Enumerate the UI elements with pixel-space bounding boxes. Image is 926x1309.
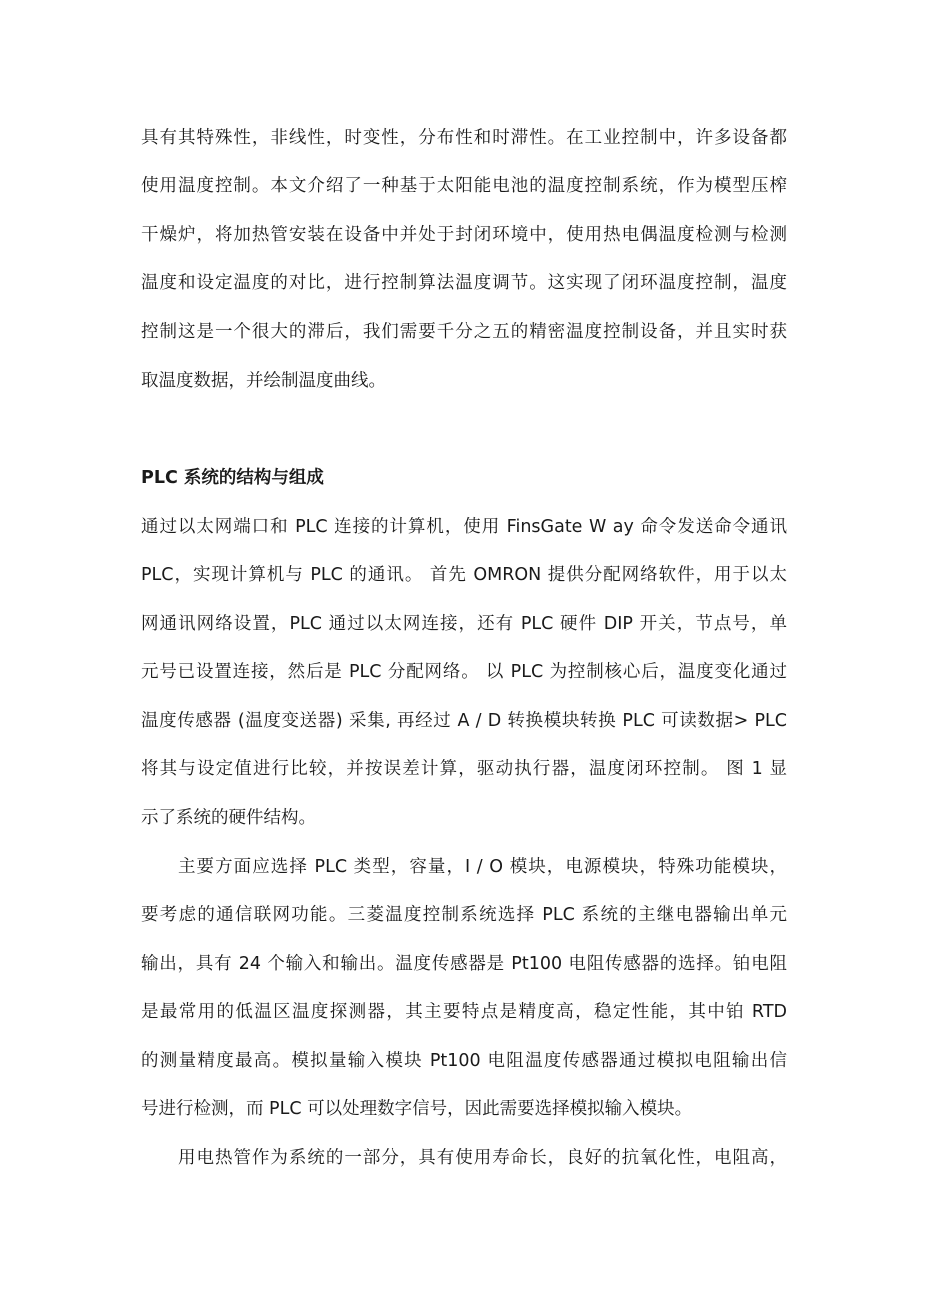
paragraph-line: 示了系统的硬件结构。 [141,808,316,828]
paragraph-line: 的测量精度最高。模拟量输入模块 Pt100 电阻温度传感器通过模拟电阻输出信 [141,1051,787,1071]
paragraph-line: 温度传感器 (温度变送器) 采集, 再经过 A / D 转换模块转换 PLC 可读数据> PLC [141,711,787,731]
paragraph-line: 通过以太网端口和 PLC 连接的计算机，使用 FinsGate W ay 命令发送命令通讯 [141,517,787,537]
paragraph-line: 干燥炉，将加热管安装在设备中并处于封闭环境中，使用热电偶温度检测与检测 [141,225,787,245]
paragraph-line: 要考虑的通信联网功能。三菱温度控制系统选择 PLC 系统的主继电器输出单元 [141,905,787,925]
paragraph-line: 输出，具有 24 个输入和输出。温度传感器是 Pt100 电阻传感器的选择。铂电阻 [141,954,787,974]
section-heading: PLC 系统的结构与组成 [141,468,324,488]
paragraph-line: 温度和设定温度的对比，进行控制算法温度调节。这实现了闭环温度控制，温度 [141,273,787,293]
paragraph-line: 使用温度控制。本文介绍了一种基于太阳能电池的温度控制系统，作为模型压榨 [141,176,787,196]
paragraph-line: 控制这是一个很大的滞后，我们需要千分之五的精密温度控制设备，并且实时获 [141,322,787,342]
paragraph-line: 主要方面应选择 PLC 类型，容量，I / O 模块，电源模块，特殊功能模块， [178,857,787,877]
paragraph-line: 网通讯网络设置，PLC 通过以太网连接，还有 PLC 硬件 DIP 开关，节点号，单 [141,614,787,634]
paragraph-line: 取温度数据，并绘制温度曲线。 [141,371,386,391]
paragraph-line: 号进行检测，而 PLC 可以处理数字信号，因此需要选择模拟输入模块。 [141,1099,693,1119]
paragraph-line: 具有其特殊性，非线性，时变性，分布性和时滞性。在工业控制中，许多设备都 [141,128,787,148]
paragraph-line: 是最常用的低温区温度探测器，其主要特点是精度高，稳定性能，其中铂 RTD [141,1002,787,1022]
paragraph-line: 将其与设定值进行比较，并按误差计算，驱动执行器，温度闭环控制。 图 1 显 [141,759,787,779]
paragraph-line: 用电热管作为系统的一部分，具有使用寿命长，良好的抗氧化性，电阻高， [178,1148,787,1168]
paragraph-line: PLC，实现计算机与 PLC 的通讯。 首先 OMRON 提供分配网络软件，用于以太 [141,565,787,585]
paragraph-line: 元号已设置连接，然后是 PLC 分配网络。 以 PLC 为控制核心后，温度变化通过 [141,662,787,682]
